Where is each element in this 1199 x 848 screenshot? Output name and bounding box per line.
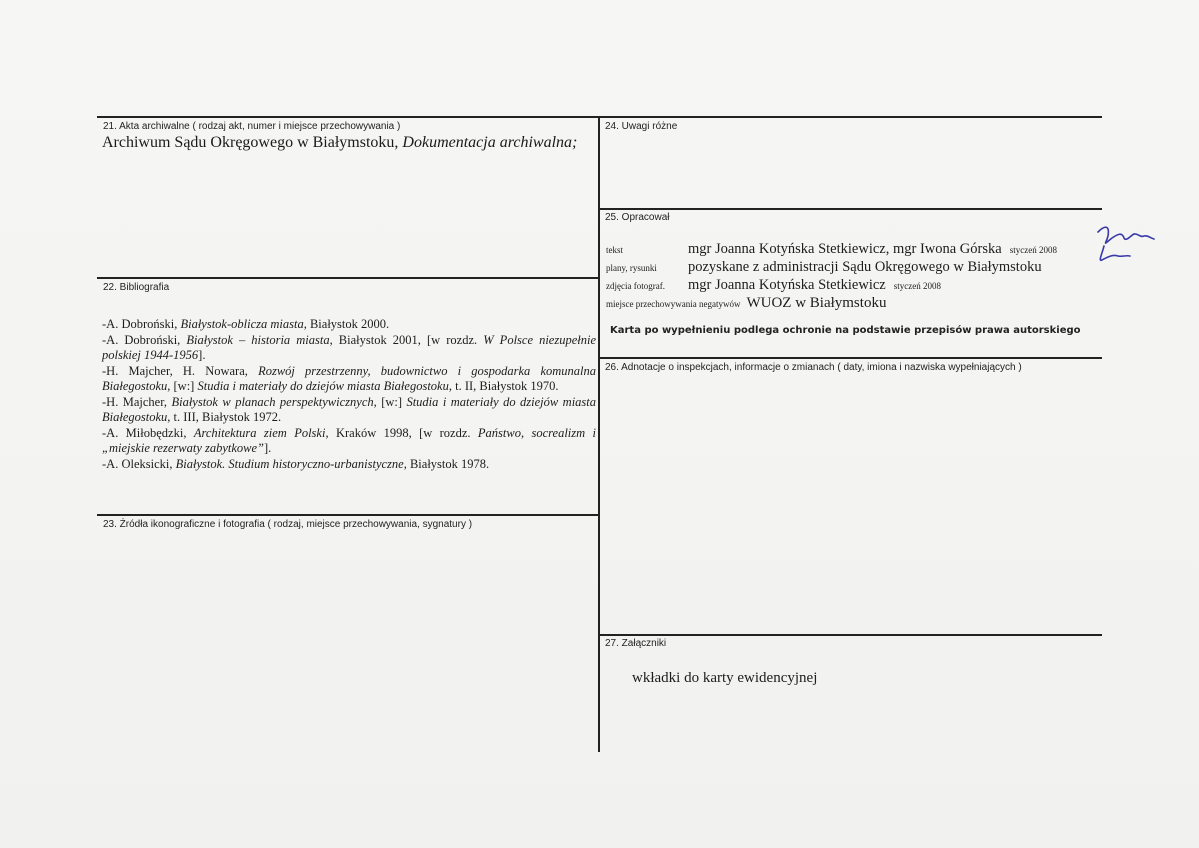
handwritten-signature bbox=[1090, 220, 1160, 270]
attachments-text: wkładki do karty ewidencyjnej bbox=[632, 670, 818, 686]
section-27-label: 27. Załączniki bbox=[605, 638, 667, 649]
section-22-label: 22. Bibliografia bbox=[103, 282, 170, 293]
rule-26-top bbox=[599, 357, 1102, 359]
author-row-photos: zdjęcia fotograf. mgr Joanna Kotyńska Stetkiewicz styczeń 2008 bbox=[606, 277, 941, 293]
section-25-label: 25. Opracował bbox=[605, 212, 670, 223]
bibliography-item: -A. Miłobędzki, Architektura ziem Polski, Kraków 1998, [w rozdz. Państwo, socrealizm i „miejskie rezerwaty zabytkowe”]. bbox=[102, 425, 597, 455]
rule-25-top bbox=[599, 208, 1102, 210]
bibliography-item: -A. Dobroński, Białystok – historia miasta, Białystok 2001, [w rozdz. W Polsce niezupełnie polskiej 1944-1956]. bbox=[102, 332, 597, 362]
author-row-text: tekst mgr Joanna Kotyńska Stetkiewicz, mgr Iwona Górska styczeń 2008 bbox=[606, 241, 1057, 257]
section-23-label: 23. Źródła ikonograficzne i fotografia ( rodzaj, miejsce przechowywania, sygnatury ) bbox=[103, 519, 473, 530]
author-row-plans: plany, rysunki pozyskane z administracji Sądu Okręgowego w Białymstoku bbox=[606, 259, 1042, 275]
bibliography-item: -H. Majcher, Białystok w planach perspektywicznych, [w:] Studia i materiały do dziejów miasta Białegostoku, t. III, Białystok 1972. bbox=[102, 394, 596, 424]
bibliography-item: -A. Dobroński, Białystok-oblicza miasta, Białystok 2000. bbox=[102, 317, 390, 331]
section-26-label: 26. Adnotacje o inspekcjach, informacje o zmianach ( daty, imiona i nazwiska wypełniających ) bbox=[605, 362, 1022, 373]
archive-entry bbox=[102, 133, 596, 152]
archive-entry-italic: Dokumentacja archiwalna; bbox=[402, 134, 578, 151]
rule-23-top bbox=[97, 514, 599, 516]
bibliography-list bbox=[102, 317, 596, 472]
copyright-notice: Karta po wypełnieniu podlega ochronie na podstawie przepisów prawa autorskiego bbox=[610, 325, 1081, 336]
author-row-negatives: miejsce przechowywania negatywów WUOZ w Białymstoku bbox=[606, 295, 887, 311]
section-21-label: 21. Akta archiwalne ( rodzaj akt, numer i miejsce przechowywania ) bbox=[103, 121, 401, 132]
rule-27-top bbox=[599, 634, 1102, 636]
archive-entry-plain: Archiwum Sądu Okręgowego w Białymstoku, bbox=[102, 134, 403, 151]
rule-center bbox=[598, 116, 600, 752]
section-24-label: 24. Uwagi różne bbox=[605, 121, 678, 132]
bibliography-item: -A. Oleksicki, Białystok. Studium historyczno-urbanistyczne, Białystok 1978. bbox=[102, 456, 490, 471]
bibliography-item: -H. Majcher, H. Nowara, Rozwój przestrzenny, budownictwo i gospodarka komunalna Białegostoku, [w:] Studia i materiały do dziejów miasta Białegostoku, t. II, Białystok 1970. bbox=[102, 363, 596, 393]
rule-22-top bbox=[97, 277, 599, 279]
